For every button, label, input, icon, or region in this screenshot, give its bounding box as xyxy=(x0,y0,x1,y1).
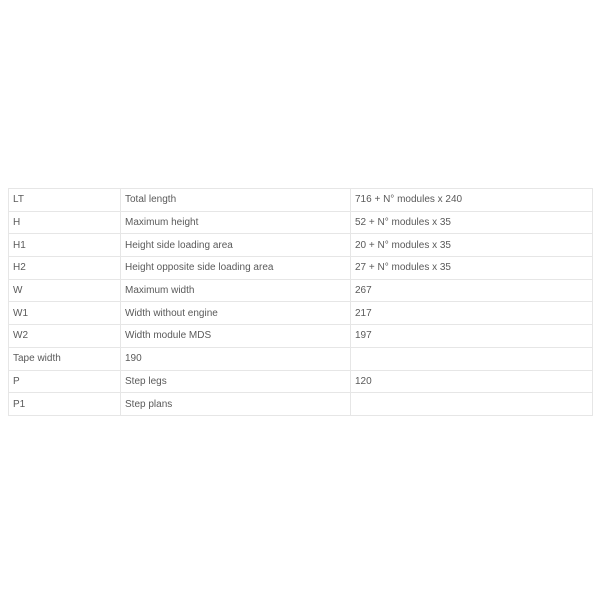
table-row xyxy=(9,325,593,348)
table-row xyxy=(9,257,593,280)
spec-code-cell: H2 xyxy=(9,257,121,280)
spec-description-cell: Total length xyxy=(121,189,351,212)
table-row xyxy=(9,370,593,393)
spec-value-cell: 27 + N° modules x 35 xyxy=(351,257,593,280)
spec-code-cell: H1 xyxy=(9,234,121,257)
spec-description-cell: Height opposite side loading area xyxy=(121,257,351,280)
spec-value-cell: 20 + N° modules x 35 xyxy=(351,234,593,257)
spec-description-cell: Width without engine xyxy=(121,302,351,325)
table-row xyxy=(9,302,593,325)
spec-value-cell: 267 xyxy=(351,279,593,302)
table-row xyxy=(9,279,593,302)
spec-description-cell: Step plans xyxy=(121,393,351,416)
spec-value-cell: 716 + N° modules x 240 xyxy=(351,189,593,212)
spec-code-cell: Tape width xyxy=(9,347,121,370)
spec-description-cell: Step legs xyxy=(121,370,351,393)
table-row xyxy=(9,234,593,257)
spec-description-cell: 190 xyxy=(121,347,351,370)
spec-code-cell: W xyxy=(9,279,121,302)
spec-code-cell: P1 xyxy=(9,393,121,416)
spec-value-cell xyxy=(351,393,593,416)
spec-description-cell: Width module MDS xyxy=(121,325,351,348)
table-row xyxy=(9,347,593,370)
spec-value-cell: 52 + N° modules x 35 xyxy=(351,211,593,234)
spec-value-cell: 197 xyxy=(351,325,593,348)
specifications-table xyxy=(8,188,593,416)
spec-code-cell: P xyxy=(9,370,121,393)
table-row xyxy=(9,189,593,212)
spec-code-cell: LT xyxy=(9,189,121,212)
spec-value-cell: 217 xyxy=(351,302,593,325)
spec-value-cell: 120 xyxy=(351,370,593,393)
spec-code-cell: H xyxy=(9,211,121,234)
spec-value-cell xyxy=(351,347,593,370)
table-row xyxy=(9,211,593,234)
spec-description-cell: Maximum height xyxy=(121,211,351,234)
spec-description-cell: Maximum width xyxy=(121,279,351,302)
spec-description-cell: Height side loading area xyxy=(121,234,351,257)
spec-code-cell: W1 xyxy=(9,302,121,325)
spec-code-cell: W2 xyxy=(9,325,121,348)
table-row xyxy=(9,393,593,416)
